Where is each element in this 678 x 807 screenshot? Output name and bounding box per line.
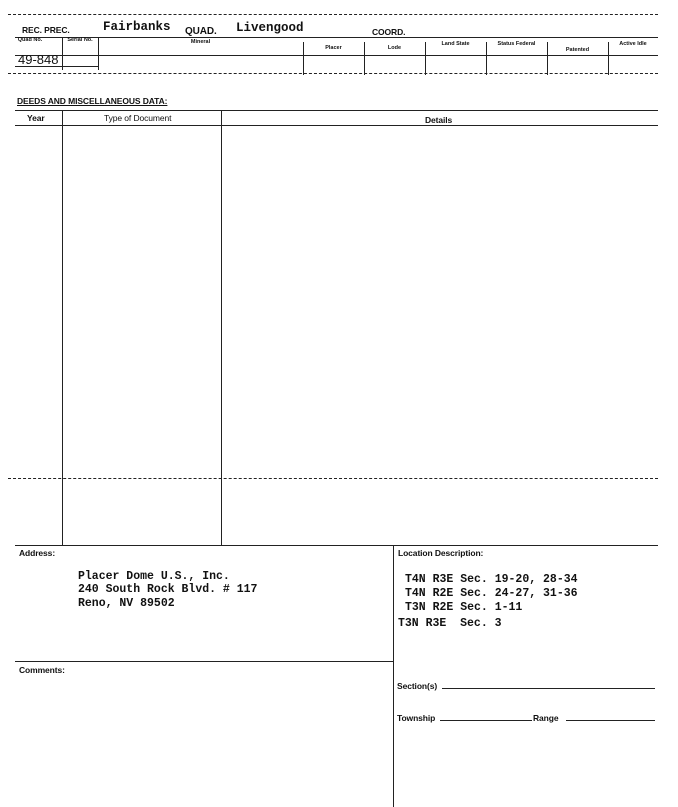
location-line-2: T4N R2E Sec. 24-27, 31-36 xyxy=(405,587,578,600)
col-status-federal: Status Federal xyxy=(497,41,536,47)
coord-label: COORD. xyxy=(372,27,406,37)
rec-prec-value: Fairbanks xyxy=(103,20,171,34)
col-divider xyxy=(98,37,99,70)
col-patented: Patented xyxy=(565,47,590,53)
address-label: Address: xyxy=(19,548,56,558)
header-bottom-dashed xyxy=(8,73,658,74)
col-year: Year xyxy=(27,113,45,123)
address-location-divider xyxy=(393,545,394,807)
record-id: 49-848 xyxy=(18,52,59,67)
col-land-state: Land State xyxy=(441,41,470,47)
id-row-rule xyxy=(15,66,98,67)
deeds-bottom-rule xyxy=(15,545,658,546)
col-divider xyxy=(547,42,548,75)
col-type-of-document: Type of Document xyxy=(104,113,172,123)
deeds-type-divider xyxy=(221,110,222,546)
col-divider xyxy=(303,42,304,75)
col-mineral: Mineral xyxy=(190,39,211,45)
range-label: Range xyxy=(533,713,559,723)
address-line-3: Reno, NV 89502 xyxy=(78,597,175,610)
col-divider xyxy=(486,42,487,75)
col-divider xyxy=(364,42,365,75)
location-line-1: T4N R3E Sec. 19-20, 28-34 xyxy=(405,573,578,586)
deeds-header-rule xyxy=(15,125,658,126)
location-line-4: T3N R3E Sec. 3 xyxy=(398,617,502,630)
deeds-dashed-cut xyxy=(8,478,658,479)
deeds-section-label: DEEDS AND MISCELLANEOUS DATA: xyxy=(17,96,168,106)
col-placer: Placer xyxy=(325,45,342,51)
quad-value: Livengood xyxy=(236,21,304,35)
col-quad-no: Quad No. xyxy=(17,37,43,43)
sections-field-line[interactable] xyxy=(442,688,655,689)
deeds-year-divider xyxy=(62,110,63,546)
township-field-line[interactable] xyxy=(440,720,532,721)
col-details: Details xyxy=(425,115,453,125)
comments-label: Comments: xyxy=(19,665,65,675)
rec-prec-label: REC. PREC. xyxy=(22,25,70,35)
top-dashed-border xyxy=(8,14,658,15)
address-line-1: Placer Dome U.S., Inc. xyxy=(78,570,230,583)
quad-label: QUAD. xyxy=(185,26,217,37)
column-header-rule xyxy=(15,55,658,56)
col-lode: Lode xyxy=(387,45,402,51)
col-serial-no: Serial No. xyxy=(67,37,93,43)
address-line-2: 240 South Rock Blvd. # 117 xyxy=(78,583,258,596)
col-divider xyxy=(608,42,609,75)
col-divider xyxy=(425,42,426,75)
township-label: Township xyxy=(397,713,436,723)
sections-label: Section(s) xyxy=(397,681,438,691)
deeds-top-rule xyxy=(15,110,658,111)
location-line-3: T3N R2E Sec. 1-11 xyxy=(405,601,523,614)
range-field-line[interactable] xyxy=(566,720,655,721)
col-active-idle: Active Idle xyxy=(619,41,647,47)
header-rule xyxy=(15,37,658,38)
comments-top-rule xyxy=(15,661,393,662)
location-description-label: Location Description: xyxy=(398,548,484,558)
